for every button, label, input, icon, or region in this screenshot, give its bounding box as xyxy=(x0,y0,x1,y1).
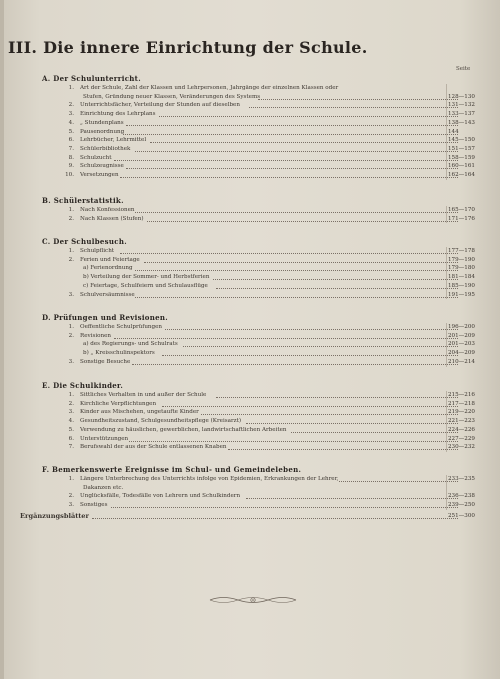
toc-entry xyxy=(0,206,500,215)
toc-entry xyxy=(0,171,500,180)
toc-entry xyxy=(0,93,500,102)
dot-leader xyxy=(120,176,458,178)
dot-leader xyxy=(135,150,458,152)
entry-pages: 131—132 xyxy=(448,102,475,109)
entry-number: 3. xyxy=(68,291,74,298)
entry-text: Revisionen xyxy=(80,332,112,339)
dot-leader xyxy=(246,497,458,499)
entry-text: c) Feiertage, Schulfeiern und Schulausflüge xyxy=(83,282,208,289)
dot-leader xyxy=(126,124,458,126)
entry-text: Einrichtung des Lehrplans xyxy=(80,111,156,118)
entry-pages: 185—190 xyxy=(448,282,475,289)
entry-text: Schulzeugnisse xyxy=(80,163,124,170)
dot-leader xyxy=(165,328,458,330)
entry-pages: 165—170 xyxy=(448,207,475,213)
entry-text: Nach Klassen (Stufen) xyxy=(80,215,144,222)
entry-pages: 144 xyxy=(448,128,459,135)
dot-leader xyxy=(201,413,458,415)
entry-text: Stufen, Gründung neuer Klassen, Veränderungen des Systems xyxy=(83,93,261,100)
section-title-e: E. Die Schulkinder. xyxy=(42,381,124,390)
entry-number: 1. xyxy=(68,324,74,330)
entry-number: 4. xyxy=(68,119,74,126)
dot-leader xyxy=(162,354,458,356)
entry-number: 7. xyxy=(68,444,74,451)
entry-number: 1. xyxy=(68,392,74,398)
entry-text: Schulpflicht xyxy=(80,248,115,254)
dot-leader xyxy=(126,167,458,169)
toc-entry xyxy=(0,145,500,154)
entry-text: „ Stundenplans xyxy=(80,119,124,126)
dot-leader xyxy=(123,133,458,135)
entry-number: 1. xyxy=(68,85,74,91)
entry-text: Oeffentliche Schulprüfungen xyxy=(80,324,163,330)
dot-leader xyxy=(258,98,458,100)
toc-entry xyxy=(0,426,500,435)
dot-leader xyxy=(249,106,458,108)
appendix-text: Ergänzungsblätter xyxy=(20,512,89,520)
dot-leader xyxy=(111,506,458,508)
entry-pages: 204—209 xyxy=(448,350,475,357)
entry-text: Schülerbibliothek xyxy=(80,145,131,152)
dot-leader xyxy=(129,440,458,442)
entry-text: a) Ferienordnung xyxy=(83,265,133,272)
entry-text: b) Verteilung der Sommer- und Herbstferien xyxy=(83,274,210,281)
dot-leader xyxy=(339,480,458,482)
toc-entry xyxy=(0,492,500,501)
toc-entry xyxy=(0,136,500,145)
entry-pages: 151—157 xyxy=(448,145,475,152)
entry-pages: 221—223 xyxy=(448,418,475,425)
entry-pages: 227—229 xyxy=(448,435,475,442)
entry-pages: 191—195 xyxy=(448,291,475,298)
toc-entry xyxy=(0,475,500,484)
dot-leader xyxy=(150,141,458,143)
dot-leader xyxy=(159,115,458,117)
entry-number: 8. xyxy=(68,154,74,161)
decorative-ornament xyxy=(208,594,298,606)
toc-entry xyxy=(0,435,500,444)
toc-entry xyxy=(0,358,500,367)
entry-number: 2. xyxy=(68,215,74,222)
dot-leader xyxy=(144,261,458,263)
entry-text: Gesundheitszustand, Schulgesundheitspflege (Kreisarzt) xyxy=(80,418,242,425)
dot-leader xyxy=(162,405,458,407)
toc-entry xyxy=(0,128,500,137)
entry-text: Dakanzen etc. xyxy=(83,484,124,491)
entry-pages: 179—180 xyxy=(448,265,475,272)
section-rule xyxy=(446,84,447,180)
entry-text: Sonstige Besuche xyxy=(80,358,131,365)
section-rule xyxy=(446,247,447,299)
toc-entry xyxy=(0,215,500,224)
entry-text: Versetzungen xyxy=(80,172,119,178)
dot-leader xyxy=(135,211,458,213)
dot-leader xyxy=(246,422,458,424)
entry-text: Ferien und Feiertage xyxy=(80,256,140,263)
entry-text: b) „ Kreisschulinspektors xyxy=(83,350,155,357)
toc-entry xyxy=(0,110,500,119)
toc-entry xyxy=(0,501,500,510)
dot-leader xyxy=(216,287,458,289)
section-rule xyxy=(446,323,447,367)
dot-leader xyxy=(114,159,458,161)
entry-text: Längere Unterbrechung des Unterrichts infolge von Epidemien, Erkrankungen der Lehrer, xyxy=(80,476,339,482)
toc-entry xyxy=(0,323,500,332)
entry-number: 2. xyxy=(68,400,74,407)
entry-number: 1. xyxy=(68,248,74,254)
dot-leader xyxy=(132,363,458,365)
toc-entry xyxy=(0,119,500,128)
entry-text: Unterstützungen xyxy=(80,435,129,442)
toc-entry xyxy=(0,484,500,493)
entry-pages: 210—214 xyxy=(448,358,475,365)
entry-pages: 179—190 xyxy=(448,256,475,263)
section-title-b: B. Schülerstatistik. xyxy=(42,196,124,205)
toc-entry xyxy=(0,162,500,171)
entry-text: a) des Regierungs- und Schulrats xyxy=(83,341,178,348)
entry-pages: 162—164 xyxy=(448,172,475,178)
toc-entry xyxy=(0,256,500,265)
entry-pages: 219—220 xyxy=(448,409,475,416)
entry-text: Sonstiges xyxy=(80,502,108,509)
dot-leader xyxy=(114,337,458,339)
entry-text: Unterrichtsfächer, Verteilung der Stunden auf dieselben xyxy=(80,102,240,109)
dot-leader xyxy=(216,396,458,398)
toc-entry xyxy=(0,332,500,341)
entry-pages: 215—216 xyxy=(448,392,475,398)
entry-number: 2. xyxy=(68,332,74,339)
toc-entry xyxy=(0,264,500,273)
entry-number: 2. xyxy=(68,256,74,263)
entry-pages: 217—218 xyxy=(448,400,475,407)
entry-pages: 196—200 xyxy=(448,324,475,330)
entry-number: 3. xyxy=(68,409,74,416)
dot-leader xyxy=(291,431,458,433)
entry-pages: 239—250 xyxy=(448,502,475,509)
entry-number: 7. xyxy=(68,145,74,152)
entry-pages: 160—161 xyxy=(448,163,475,170)
entry-number: 1. xyxy=(68,207,74,213)
appendix-entry xyxy=(0,512,500,521)
entry-text: Unglücksfälle, Todesfälle von Lehrern und Schulkindern xyxy=(80,493,241,500)
toc-entry xyxy=(0,247,500,256)
dot-leader xyxy=(135,296,458,298)
chapter-title: III. Die innere Einrichtung der Schule. xyxy=(8,38,368,57)
entry-text: Nach Konfessionen xyxy=(80,207,135,213)
dot-leader xyxy=(213,278,458,280)
dot-leader xyxy=(228,448,458,450)
entry-number: 6. xyxy=(68,435,74,442)
section-title-c: C. Der Schulbesuch. xyxy=(42,237,127,246)
section-rule xyxy=(446,391,447,452)
entry-pages: 236—238 xyxy=(448,493,475,500)
entry-number: 3. xyxy=(68,111,74,118)
entry-pages: 233—235 xyxy=(448,476,475,482)
toc-entry xyxy=(0,84,500,93)
entry-pages: 201—203 xyxy=(448,341,475,348)
toc-entry xyxy=(0,154,500,163)
entry-number: 6. xyxy=(68,137,74,144)
dot-leader xyxy=(135,269,458,271)
section-rule xyxy=(446,475,447,510)
toc-entry xyxy=(0,291,500,300)
toc-entry xyxy=(0,282,500,291)
entry-number: 9. xyxy=(68,163,74,170)
entry-text: Schulversäumnisse xyxy=(80,291,135,298)
entry-pages: 133—137 xyxy=(448,111,475,118)
entry-pages: 145—150 xyxy=(448,137,475,144)
entry-number: 3. xyxy=(68,502,74,509)
entry-number: 10. xyxy=(65,172,74,178)
dot-leader xyxy=(147,220,458,222)
entry-number: 4. xyxy=(68,418,74,425)
entry-pages: 128—130 xyxy=(448,93,475,100)
toc-entry xyxy=(0,408,500,417)
toc-entry xyxy=(0,101,500,110)
entry-text: Sittliches Verhalten in und außer der Schule xyxy=(80,392,207,398)
dot-leader xyxy=(92,517,458,519)
section-title-d: D. Prüfungen und Revisionen. xyxy=(42,313,169,322)
entry-pages: 201—209 xyxy=(448,332,475,339)
entry-pages: 158—159 xyxy=(448,154,475,161)
entry-text: Lehrbücher, Lehrmittel xyxy=(80,137,147,144)
toc-entry xyxy=(0,391,500,400)
entry-pages: 230—232 xyxy=(448,444,475,451)
page-column-label: Seite xyxy=(456,66,471,72)
entry-text: Kirchliche Verpflichtungen xyxy=(80,400,157,407)
entry-text: Kinder aus Mischehen, ungetaufte Kinder xyxy=(80,409,199,416)
toc-entry xyxy=(0,340,500,349)
entry-pages: 177—178 xyxy=(448,248,475,254)
entry-pages: 171—176 xyxy=(448,215,475,222)
entry-text: Berufswahl der aus der Schule entlassenen Knaben xyxy=(80,444,227,451)
dot-leader xyxy=(183,345,458,347)
entry-number: 5. xyxy=(68,128,74,135)
entry-number: 2. xyxy=(68,102,74,109)
entry-pages: 224—226 xyxy=(448,426,475,433)
toc-entry xyxy=(0,400,500,409)
entry-text: Pausenordnung xyxy=(80,128,125,135)
toc-entry xyxy=(0,417,500,426)
entry-text: Art der Schule, Zahl der Klassen und Lehrpersonen, Jahrgänge der einzelnen Klassen oder xyxy=(80,85,339,91)
dot-leader xyxy=(120,252,458,254)
entry-pages: 138—143 xyxy=(448,119,475,126)
section-rule xyxy=(446,206,447,223)
toc-entry xyxy=(0,443,500,452)
entry-text: Verwendung zu häuslichen, gewerblichen, landwirtschaftlichen Arbeiten xyxy=(80,426,287,433)
section-title-f: F. Bemerkenswerte Ereignisse im Schul- und Gemeindeleben. xyxy=(42,465,302,474)
section-title-a: A. Der Schulunterricht. xyxy=(42,74,141,83)
entry-number: 5. xyxy=(68,426,74,433)
entry-number: 1. xyxy=(68,476,74,482)
entry-number: 2. xyxy=(68,493,74,500)
toc-entry xyxy=(0,273,500,282)
toc-entry xyxy=(0,349,500,358)
entry-pages: 181—184 xyxy=(448,274,475,281)
entry-number: 3. xyxy=(68,358,74,365)
entry-text: Schulzucht xyxy=(80,154,112,161)
appendix-pages: 251—300 xyxy=(448,513,475,519)
